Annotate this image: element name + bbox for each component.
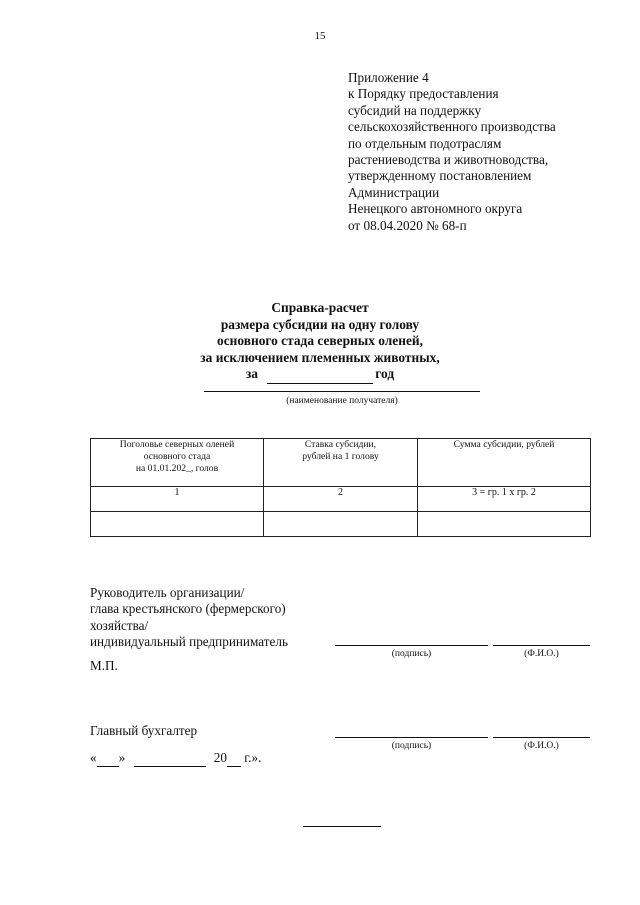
appendix-line: растениеводства и животноводства, (348, 152, 549, 168)
header-cell-sum (418, 439, 591, 487)
title-line: за исключением племенных животных, (200, 349, 440, 365)
year-field[interactable] (227, 750, 241, 767)
signature-caption: (подпись) (391, 649, 432, 659)
signer-title-line: глава крестьянского (фермерского) (90, 601, 286, 617)
name-caption: (Ф.И.О.) (524, 741, 559, 751)
appendix-line: Приложение 4 (348, 70, 429, 85)
appendix-header (348, 70, 628, 234)
title-line: основного стада северных оленей, (217, 333, 423, 349)
table-row (91, 512, 591, 537)
recipient-name-field[interactable] (204, 391, 480, 392)
footer-divider (303, 826, 381, 827)
date-suffix: г.». (244, 750, 262, 765)
appendix-line: к Порядку предоставления (348, 86, 499, 102)
appendix-line: сельскохозяйственного производства (348, 119, 556, 135)
column-number: 2 (264, 487, 418, 512)
year-blank-field[interactable] (267, 366, 373, 384)
appendix-line: Администрации (348, 184, 440, 200)
accountant-name-field[interactable] (493, 737, 590, 738)
rate-cell[interactable] (264, 512, 418, 537)
quote-close: » (118, 750, 126, 765)
appendix-line: субсидий на поддержку (348, 102, 482, 118)
date-line (90, 750, 261, 767)
year-prefix: за (245, 366, 258, 382)
head-signature-label (90, 585, 288, 651)
signature-caption: (подпись) (391, 741, 432, 751)
stamp-place: М.П. (90, 658, 118, 673)
appendix-line: от 08.04.2020 № 68-п (348, 217, 467, 233)
quote-open: « (90, 750, 97, 765)
table-number-row (91, 487, 591, 512)
title-year-line (0, 366, 640, 384)
header-cell-rate (264, 439, 418, 487)
recipient-caption: (наименование получателя) (286, 396, 398, 406)
signer-title-line: Руководитель организации/ (90, 585, 245, 600)
header-cell-herd (91, 439, 264, 487)
header-text: основного стада (143, 451, 211, 462)
subsidy-table (90, 438, 591, 537)
page-number: 15 (314, 30, 326, 42)
appendix-line: Ненецкого автономного округа (348, 201, 523, 217)
month-field[interactable] (134, 750, 206, 767)
column-number: 1 (91, 487, 264, 512)
accountant-label: Главный бухгалтер (90, 723, 198, 738)
header-text: Поголовье северных оленей (119, 439, 235, 450)
accountant-signature-field[interactable] (335, 737, 488, 738)
table-header-row (91, 439, 591, 487)
header-text: на 01.01.202_, голов (135, 463, 219, 474)
year-prefix: 20 (213, 750, 227, 765)
sum-cell[interactable] (418, 512, 591, 537)
title-line: Справка-расчет (271, 300, 369, 315)
day-field[interactable] (97, 750, 119, 767)
appendix-line: по отдельным подотраслям (348, 135, 502, 151)
herd-count-cell[interactable] (91, 512, 264, 537)
header-text: рублей на 1 голову (302, 451, 379, 462)
head-name-field[interactable] (493, 645, 590, 646)
appendix-line: утвержденному постановлением (348, 168, 532, 184)
document-title (0, 300, 640, 384)
name-caption: (Ф.И.О.) (524, 649, 559, 659)
title-line: размера субсидии на одну голову (220, 316, 420, 332)
signer-title-line: индивидуальный предприниматель (90, 634, 288, 650)
header-text: Ставка субсидии, (304, 439, 377, 450)
column-number: 3 = гр. 1 x гр. 2 (418, 487, 591, 512)
signer-title-line: хозяйства/ (90, 617, 149, 633)
head-signature-field[interactable] (335, 645, 488, 646)
header-text: Сумма субсидии, рублей (453, 439, 555, 450)
year-suffix: год (375, 366, 395, 382)
